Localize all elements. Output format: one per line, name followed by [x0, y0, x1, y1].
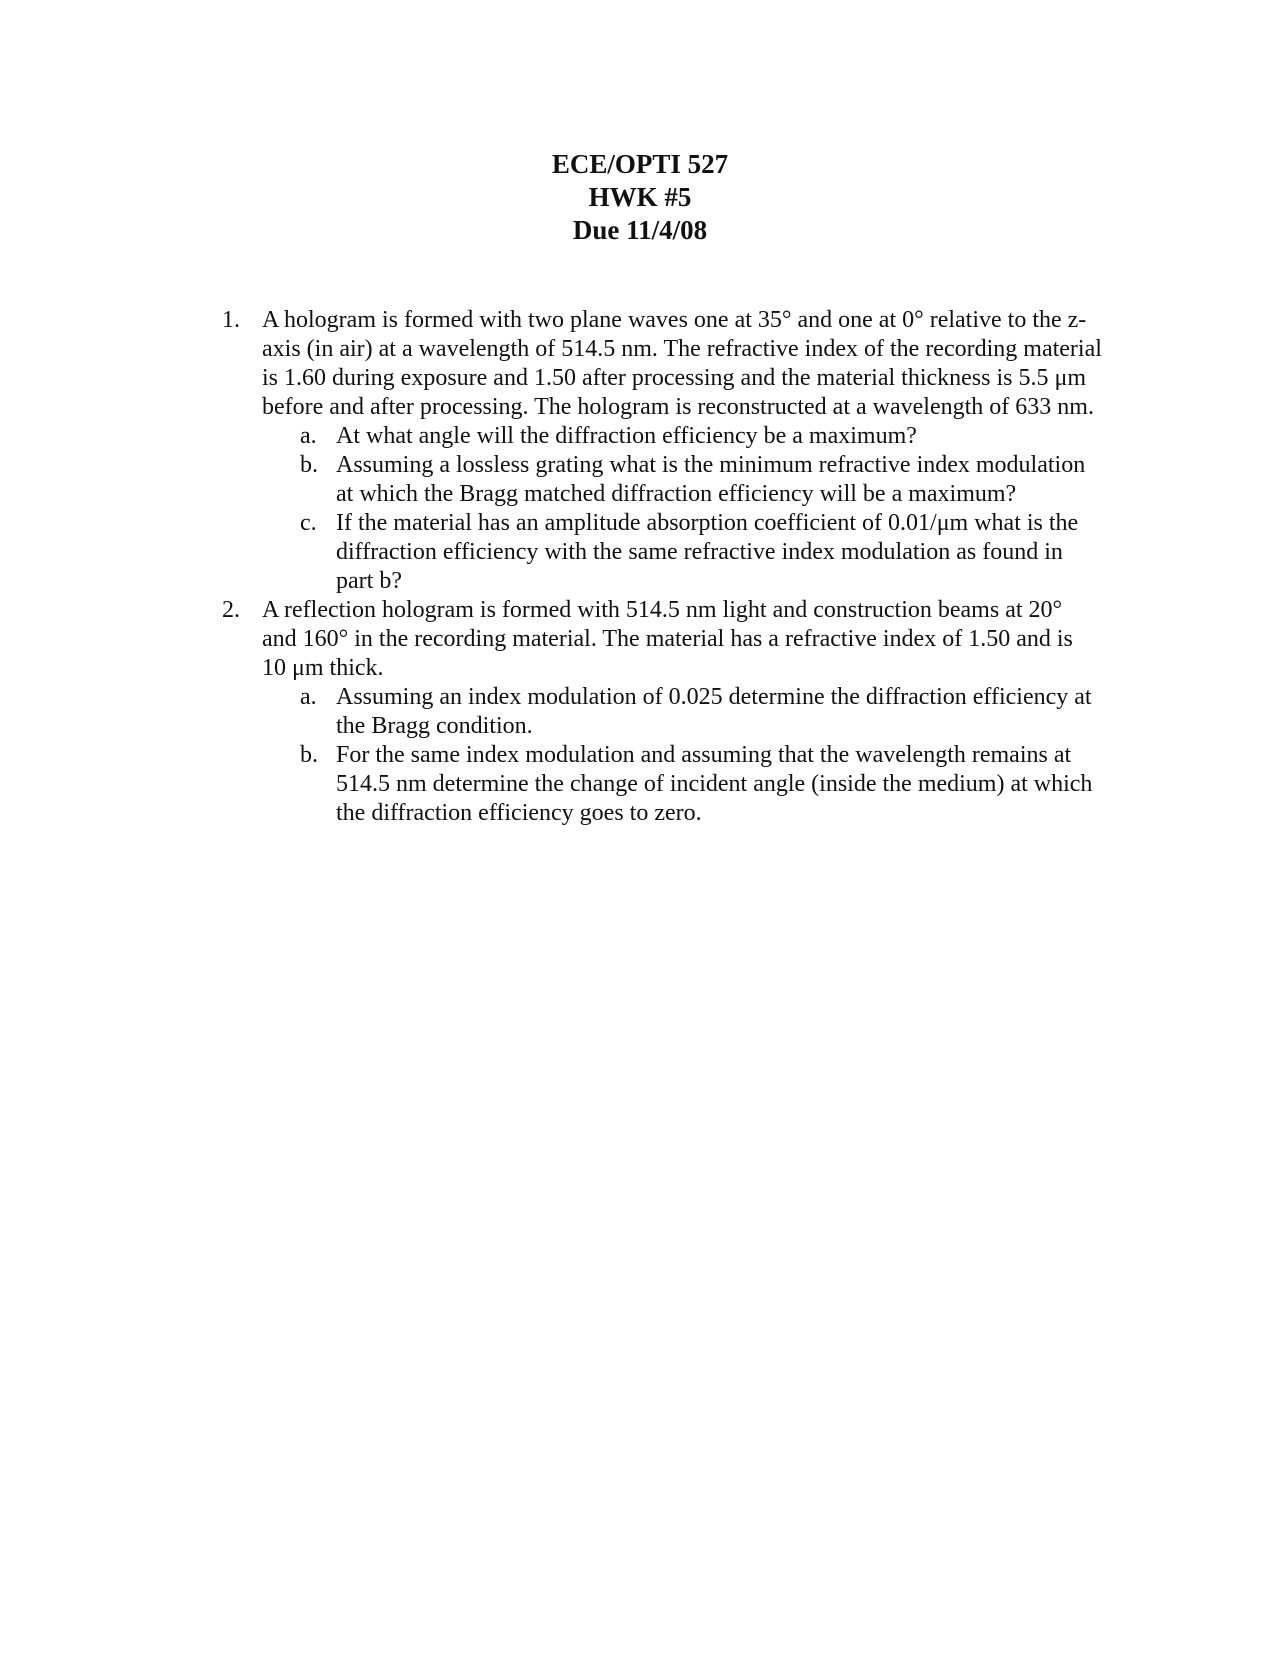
- part-letter: a.: [300, 423, 317, 449]
- question-1: [222, 306, 1102, 422]
- question-1-part-c: [222, 509, 1102, 596]
- part-letter: b.: [300, 452, 318, 478]
- course-title: ECE/OPTI 527: [551, 149, 729, 179]
- question-2-part-a: [222, 683, 1102, 741]
- part-text: Assuming an index modulation of 0.025 determine the diffraction efficiency at the Bragg condition.: [336, 684, 1092, 739]
- question-list: [222, 306, 1102, 828]
- part-letter: c.: [300, 510, 317, 536]
- question-2: [222, 596, 1102, 683]
- part-text: Assuming a lossless grating what is the minimum refractive index modulation at which the Bragg matched diffraction efficiency will be a maximum?: [336, 452, 1086, 507]
- part-text: If the material has an amplitude absorption coefficient of 0.01/μm what is the diffraction efficiency with the same refractive index modulation as found in part b?: [336, 510, 1079, 594]
- part-letter: b.: [300, 742, 318, 768]
- question-2-part-b: [222, 741, 1102, 828]
- part-text: For the same index modulation and assuming that the wavelength remains at 514.5 nm determine the change of incident angle (inside the medium) at which the diffraction efficiency goes to zero.: [336, 742, 1093, 826]
- question-text: A hologram is formed with two plane waves one at 35° and one at 0° relative to the z-axis (in air) at a wavelength of 514.5 nm. The refractive index of the recording material is 1.60 during exposure and 1.50 after processing and the material thickness is 5.5 μm before and after processing. The hologram is reconstructed at a wavelength of 633 nm.: [262, 307, 1102, 420]
- question-1-part-a: [222, 422, 1102, 451]
- part-text: At what angle will the diffraction efficiency be a maximum?: [336, 423, 917, 449]
- question-number: 2.: [222, 597, 240, 623]
- document-header: [0, 148, 1280, 247]
- question-text: A reflection hologram is formed with 514.5 nm light and construction beams at 20° and 160° in the recording material. The material has a refractive index of 1.50 and is 10 μm thick.: [262, 597, 1073, 681]
- question-number: 1.: [222, 307, 240, 333]
- due-date: Due 11/4/08: [572, 215, 708, 245]
- part-letter: a.: [300, 684, 317, 710]
- assignment-title: HWK #5: [588, 182, 692, 212]
- question-1-part-b: [222, 451, 1102, 509]
